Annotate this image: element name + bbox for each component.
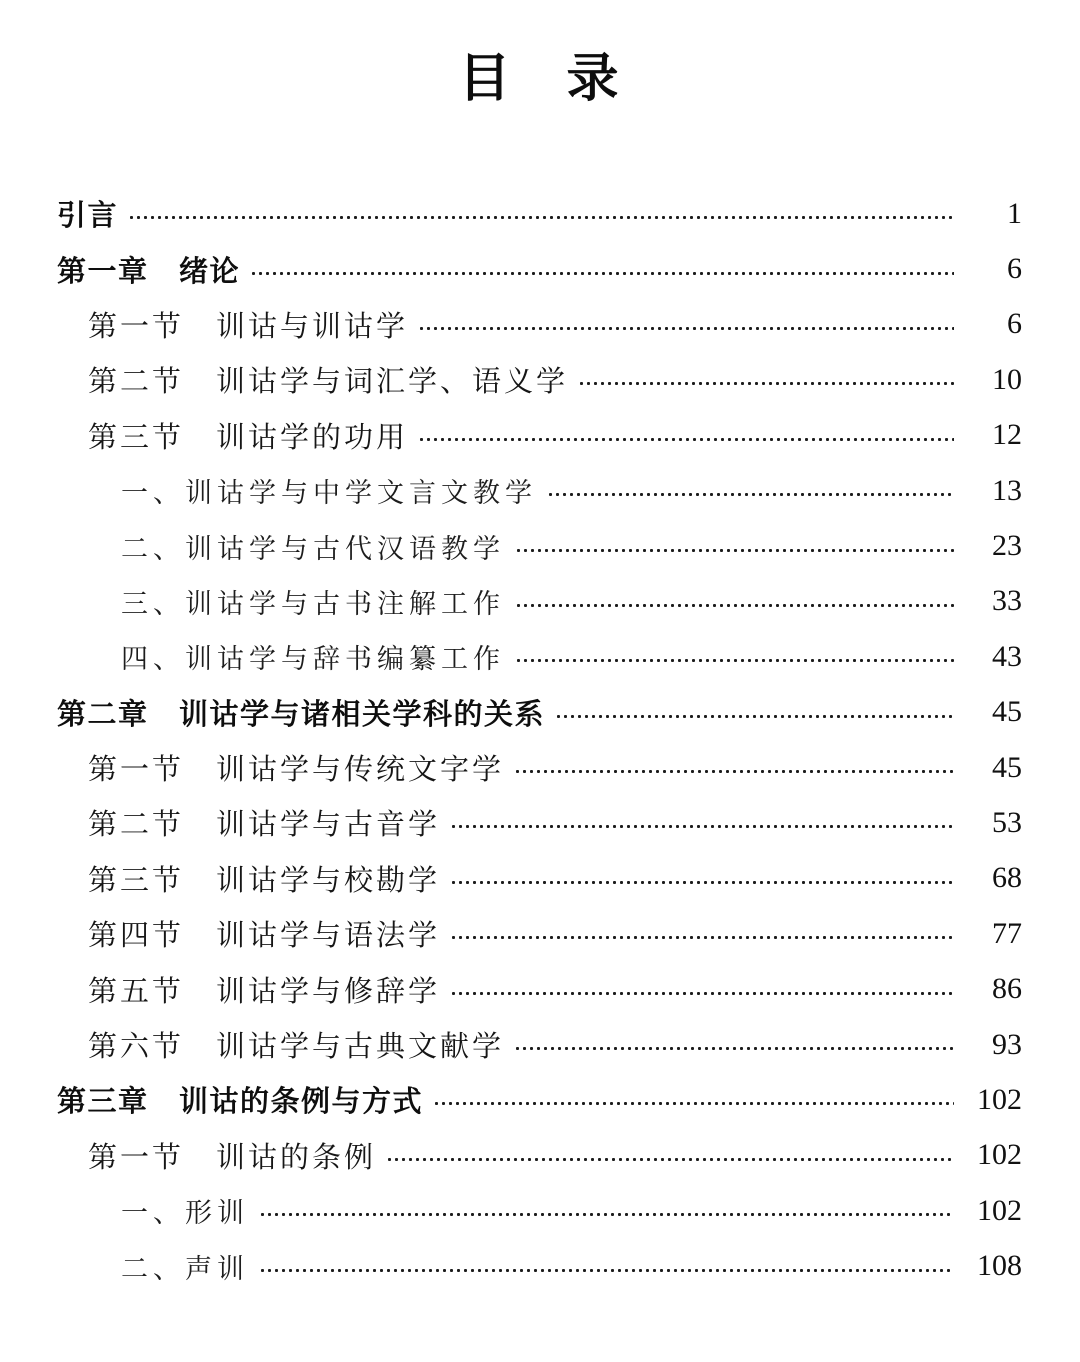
toc-entry-label: 第二节 训诂学与词汇学、语义学 [88,366,569,399]
toc-entry-page: 77 [992,916,1022,950]
page-title: 目 录 [458,51,621,108]
toc-entry-label: 第二节 训诂学与古音学 [88,809,441,842]
toc-entry-label: 引言 [57,200,119,233]
toc-entry-label: 第一节 训诂的条例 [88,1141,377,1174]
dot-leader [547,463,954,518]
toc-entry-page: 10 [992,362,1022,396]
toc-entry-page: 1 [1007,196,1022,230]
toc-entry-label: 第三章 训诂的条例与方式 [57,1086,424,1119]
toc-entry-label: 第五节 训诂学与修辞学 [88,975,441,1008]
toc-entry-page: 102 [977,1082,1022,1116]
toc-entry [57,961,1022,1016]
toc-entry [57,1128,1022,1183]
toc-entry [57,795,1022,850]
dot-leader [450,961,954,1016]
toc-entry-page: 86 [992,972,1022,1006]
toc-entry-label: 第一节 训诂学与传统文字学 [88,754,505,787]
dot-leader [250,241,954,296]
dot-leader [578,352,954,407]
toc-entry-label: 第二章 训诂学与诸相关学科的关系 [57,698,546,731]
toc-entry-page: 6 [1007,307,1022,341]
toc-entry-label: 一、形训 [121,1198,249,1229]
toc-entry-label: 第一节 训诂与训诂学 [88,310,409,343]
toc-entry-page: 68 [992,861,1022,895]
dot-leader [450,795,954,850]
toc-entry-page: 102 [977,1193,1022,1227]
dot-leader [386,1128,954,1183]
toc-entry-label: 第四节 训诂学与语法学 [88,920,441,953]
toc-entry-page: 93 [992,1027,1022,1061]
dot-leader [259,1183,954,1238]
dot-leader [514,1017,954,1072]
toc-entry-label: 第一章 绪论 [57,255,241,288]
toc-entry-page: 53 [992,805,1022,839]
toc-entry [57,740,1022,795]
toc-entry-label: 第三节 训诂学的功用 [88,421,409,454]
toc-entry [57,408,1022,463]
toc-entry-label: 三、训诂学与古书注解工作 [121,588,505,619]
toc-entry-page: 33 [992,584,1022,618]
toc-entry-page: 12 [992,418,1022,452]
toc-entry-page: 6 [1007,252,1022,286]
toc-entry [57,241,1022,296]
toc-entry-label: 第三节 训诂学与校勘学 [88,864,441,897]
toc-entry [57,297,1022,352]
dot-leader [418,408,954,463]
dot-leader [555,685,954,740]
dot-leader [128,186,954,241]
dot-leader [514,740,954,795]
toc-entry-page: 45 [992,750,1022,784]
dot-leader [418,297,954,352]
toc-entry-label: 一、训诂学与中学文言文教学 [121,478,537,509]
toc-entry [57,851,1022,906]
toc-entry-page: 108 [977,1249,1022,1283]
toc-entry-page: 23 [992,529,1022,563]
dot-leader [450,851,954,906]
toc-entry [57,186,1022,241]
toc-entry [57,629,1022,684]
toc-entry [57,1183,1022,1238]
toc-entry [57,1017,1022,1072]
toc-entry [57,906,1022,961]
toc-list [57,186,1022,1294]
dot-leader [433,1072,954,1127]
toc-entry-page: 45 [992,695,1022,729]
toc-entry [57,518,1022,573]
toc-entry [57,463,1022,518]
toc-entry-label: 二、声训 [121,1253,249,1284]
toc-entry-page: 43 [992,639,1022,673]
toc-entry-page: 13 [992,473,1022,507]
toc-entry-label: 二、训诂学与古代汉语教学 [121,533,505,564]
toc-entry-label: 第六节 训诂学与古典文献学 [88,1031,505,1064]
toc-entry [57,574,1022,629]
toc-entry [57,1238,1022,1293]
toc-entry [57,1072,1022,1127]
dot-leader [450,906,954,961]
toc-entry [57,352,1022,407]
dot-leader [515,574,954,629]
dot-leader [515,629,954,684]
toc-entry-page: 102 [977,1138,1022,1172]
dot-leader [259,1238,954,1293]
toc-entry [57,685,1022,740]
dot-leader [515,518,954,573]
toc-entry-label: 四、训诂学与辞书编纂工作 [121,644,505,675]
